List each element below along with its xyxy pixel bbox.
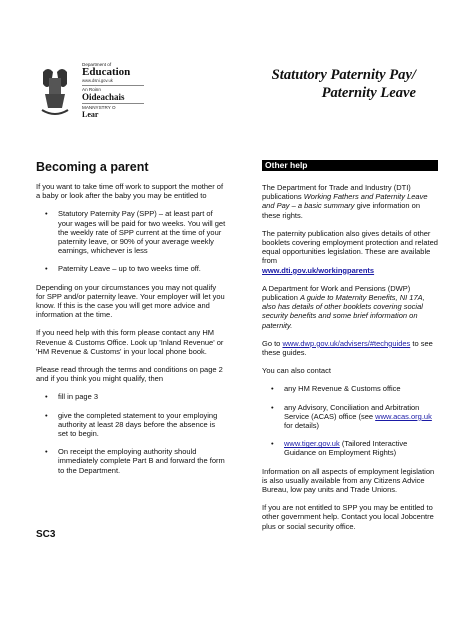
- right-column: [262, 160, 438, 540]
- divider: [82, 103, 144, 104]
- goto-paragraph: Go to www.dwp.gov.uk/advisers/#techguides to see these guides.: [262, 338, 433, 358]
- irish-line-1: An Roinn: [82, 87, 101, 92]
- dept-line-1: Department of: [82, 62, 112, 67]
- list-item: [36, 264, 226, 273]
- circumstances-paragraph: Depending on your circumstances you may not qualify for SPP and/or paternity leave. Your employer will let you know. If this is the case you will get more advice and information at the time.: [36, 282, 225, 320]
- dwp-link[interactable]: www.dwp.gov.uk/advisers/#techguides: [282, 338, 411, 348]
- paternity-publication-paragraph: The paternity publication also gives details of other booklets covering employment protection and related equal opportunities legislation. These are available from www.dti.gov.uk/workingparents: [262, 228, 438, 275]
- form-code: SC3: [36, 529, 56, 540]
- left-column: [36, 160, 226, 484]
- dept-url: www.dsni.gov.uk: [82, 78, 113, 83]
- coat-of-arms-icon: [40, 64, 70, 122]
- list-item-text: On receipt the employing authority should immediately complete Part B and forward the form to the Department.: [58, 447, 225, 475]
- title-line-1: Statutory Paternity Pay/: [271, 67, 416, 83]
- tiger-link[interactable]: www.tiger.gov.uk: [284, 439, 340, 449]
- help-paragraph: If you need help with this form please contact any HM Revenue & Customs Office. Look up 'Inland Revenue' or 'HM Revenue & Customs' in your local phone book.: [36, 328, 224, 356]
- dwp-paragraph: A Department for Work and Pensions (DWP) publication A guide to Maternity Benefits, NI 17A, also has details of other booklets covering social security benefits and some brief information on paternity.: [262, 283, 425, 330]
- government-help-paragraph: If you are not entitled to SPP you may be entitled to other government help. Contact you local Jobcentre plus or social security office.: [262, 503, 434, 531]
- legislation-paragraph: Information on all aspects of employment legislation is also usually available from any Citizens Advice Bureau, low pay units and Trade Unions.: [262, 466, 435, 495]
- bullet-icon: •: [45, 264, 48, 274]
- list-item-text: fill in page 3: [58, 392, 99, 402]
- list-item: [36, 209, 226, 255]
- section-heading: Becoming a parent: [36, 160, 149, 174]
- bullet-icon: •: [45, 209, 48, 219]
- entitlement-list: [36, 209, 226, 273]
- bullet-icon: •: [271, 439, 274, 449]
- ulster-line-1: MANNYSTRY O: [82, 105, 116, 110]
- list-item: [36, 411, 226, 439]
- publication-title: A guide to Maternity Benefits, NI 17A, also has details of other booklets covering social security benefits and some brief information on paternity.: [262, 293, 425, 330]
- list-item: [36, 392, 226, 401]
- list-item: [36, 447, 226, 475]
- divider: [82, 85, 144, 86]
- dti-paragraph: The Department for Trade and Industry (DTI) publications Working Fathers and Paternity Leave and Pay – a basic summary give information on these rights.: [262, 183, 428, 220]
- contact-list: [262, 384, 438, 457]
- bullet-icon: •: [45, 410, 48, 420]
- list-item-text: any HM Revenue & Customs office: [284, 384, 401, 394]
- list-item-text: Paternity Leave – up to two weeks time off.: [58, 264, 201, 274]
- bullet-icon: •: [271, 384, 274, 394]
- publication-title: Working Fathers and Paternity Leave and Pay – a basic summary: [262, 192, 428, 211]
- title-line-2: Paternity Leave: [321, 85, 416, 101]
- bullet-icon: •: [45, 392, 48, 402]
- steps-list: [36, 392, 226, 474]
- list-item: • www.tiger.gov.uk (Tailored Interactive Guidance on Employment Rights): [271, 439, 408, 458]
- acas-link[interactable]: www.acas.org.uk: [375, 411, 432, 421]
- intro-paragraph: If you want to take time off work to support the mother of a baby or look after the baby you may be entitled to: [36, 182, 224, 201]
- bullet-icon: •: [45, 447, 48, 457]
- instructions-paragraph: Please read through the terms and conditions on page 2 and if you think you might qualify, then: [36, 365, 223, 384]
- list-item-text: give the completed statement to your employing authority at least 28 days before the absence is set to begin.: [58, 410, 218, 439]
- list-item-text: Statutory Paternity Pay (SPP) – at least part of your wages will be paid for two weeks. You will get the weekly rate of SPP current at the time of your paternity leave, or 90% of your average weekly earnings, whichever is less: [58, 209, 226, 256]
- page-title: [272, 66, 416, 102]
- irish-name: Oideachais: [82, 92, 125, 102]
- dept-name: Education: [82, 66, 131, 78]
- bullet-icon: •: [271, 402, 274, 412]
- other-help-heading: Other help: [262, 160, 438, 171]
- list-item: [262, 384, 438, 393]
- contact-paragraph: You can also contact: [262, 366, 331, 376]
- dti-link[interactable]: www.dti.gov.uk/workingparents: [262, 265, 375, 275]
- ulster-name: Lear: [82, 110, 99, 119]
- department-logo: [40, 62, 150, 124]
- list-item: • any Advisory, Conciliation and Arbitration Service (ACAS) office (see www.acas.org.uk for details): [271, 402, 432, 431]
